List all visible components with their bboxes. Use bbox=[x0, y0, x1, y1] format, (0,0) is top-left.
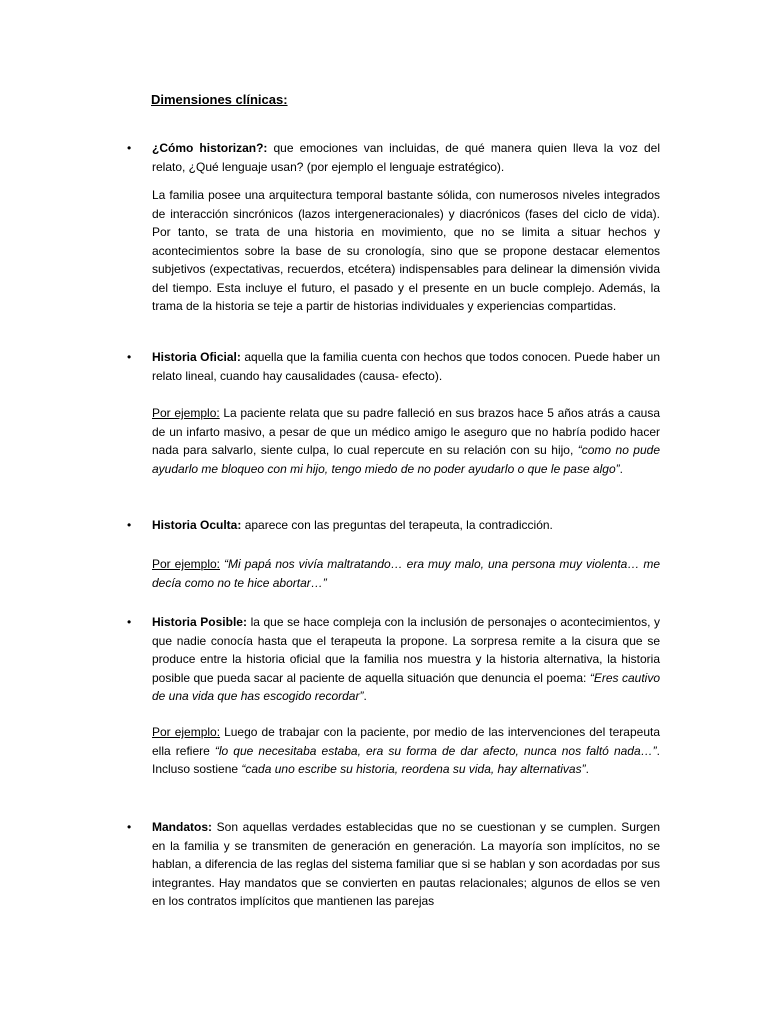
bullet-3: • bbox=[127, 518, 132, 532]
example-quote-3b: “cada uno escribe su historia, reordena su vida, hay alternativas” bbox=[241, 762, 586, 776]
example-quote-3a: “lo que necesitaba estaba, era su forma de dar afecto, nunca nos faltó nada…” bbox=[214, 743, 657, 758]
term-historia-posible: Historia Posible: bbox=[152, 615, 247, 629]
example-historia-oculta bbox=[152, 555, 660, 592]
poem-quote: “Eres cautivo de una vida que has escogido recordar” bbox=[152, 670, 660, 703]
poem-end: . bbox=[363, 689, 367, 703]
item-mandatos bbox=[152, 818, 660, 911]
term-mandatos: Mandatos: bbox=[152, 820, 212, 834]
text-historia-oculta: aparece con las preguntas del terapeuta, la contradicción. bbox=[241, 518, 553, 532]
bullet-4: • bbox=[127, 615, 132, 629]
text-como-historizan: que emociones van incluidas, de qué manera quien lleva la voz del relato, ¿Qué lenguaje usan? (por ejemplo el lenguaje estratégico). bbox=[152, 141, 660, 174]
example-mid-3: . Incluso sostiene bbox=[152, 743, 660, 776]
bullet-2: • bbox=[127, 350, 132, 364]
bullet-5: • bbox=[127, 820, 132, 834]
example-label-2: Por ejemplo: bbox=[152, 557, 221, 571]
section-heading: Dimensiones clínicas: bbox=[151, 92, 288, 107]
text-mandatos: Son aquellas verdades establecidas que no se cuestionan y se cumplen. Surgen en la familia y se transmiten de generación en generación. La mayoría son implícitos, no se hablan, a diferencia de las reglas del sistema familiar que si se hablan y son acordadas por sus integrantes. Hay mandatos que se convierten en pautas relacionales; algunos de ellos se ven en los contratos implícitos que mantienen las parejas bbox=[152, 820, 660, 908]
example-quote-1: “como no pude ayudarlo me bloqueo con mi hijo, tengo miedo de no poder ayudarlo o que le pase algo” bbox=[152, 443, 660, 476]
example-label-1: Por ejemplo: bbox=[152, 406, 220, 420]
example-historia-oficial bbox=[152, 404, 660, 478]
term-historia-oficial: Historia Oficial: bbox=[152, 350, 241, 364]
example-quote-2: “Mi papá nos vivía maltratando… era muy malo, una persona muy violenta… me decía como no te hice abortar…” bbox=[152, 557, 660, 590]
example-text-1: La paciente relata que su padre falleció en sus brazos hace 5 años atrás a causa de un infarto masivo, a pesar de que un médico amigo le aseguro que no habría podido hacer nada para salvarlo, siente culpa, lo cual repercute en su relación con su hijo, bbox=[152, 406, 660, 457]
example-historia-posible bbox=[152, 723, 660, 779]
example-text-3: Luego de trabajar con la paciente, por medio de las intervenciones del terapeuta ella refiere bbox=[152, 725, 660, 758]
term-historia-oculta: Historia Oculta: bbox=[152, 518, 242, 532]
item-como-historizan bbox=[152, 139, 660, 176]
example-end-1: . bbox=[619, 461, 623, 476]
paragraph-arquitectura-temporal: La familia posee una arquitectura temporal bastante sólida, con numerosos niveles integrados de interacción sincrónicos (lazos intergeneracionales) y diacrónicos (fases del ciclo de vida). Por tanto, se trata de una historia en movimiento, que no se limita a situar hechos y acontecimientos sobre la base de su cronología, sino que se propone destacar elementos subjetivos (expectativas, recuerdos, etcétera) indispensables para delinear la dimensión vivida del tiempo. Esta incluye el futuro, el pasado y el presente en un bucle complejo. Además, la trama de la historia se teje a partir de historias individuales y experiencias compartidas. bbox=[152, 188, 660, 313]
item-historia-oculta bbox=[152, 516, 660, 535]
item-historia-oficial bbox=[152, 348, 660, 385]
example-end-3: . bbox=[585, 762, 589, 776]
bullet-1: • bbox=[127, 141, 132, 155]
term-como-historizan: ¿Cómo historizan?: bbox=[152, 141, 268, 155]
item-historia-posible bbox=[152, 613, 660, 706]
text-historia-posible: la que se hace compleja con la inclusión de personajes o acontecimientos, y que nadie conocía hasta que el terapeuta la propone. La sorpresa remite a la cisura que se produce entre la historia oficial que la familia nos muestra y la historia alternativa, la historia posible que pueda sacar al paciente de aquella situación que denuncia el poema: bbox=[152, 615, 661, 685]
example-label-3: Por ejemplo: bbox=[152, 725, 221, 739]
text-historia-oficial: aquella que la familia cuenta con hechos que todos conocen. Puede haber un relato lineal, cuando hay causalidades (causa- efecto). bbox=[152, 350, 660, 383]
